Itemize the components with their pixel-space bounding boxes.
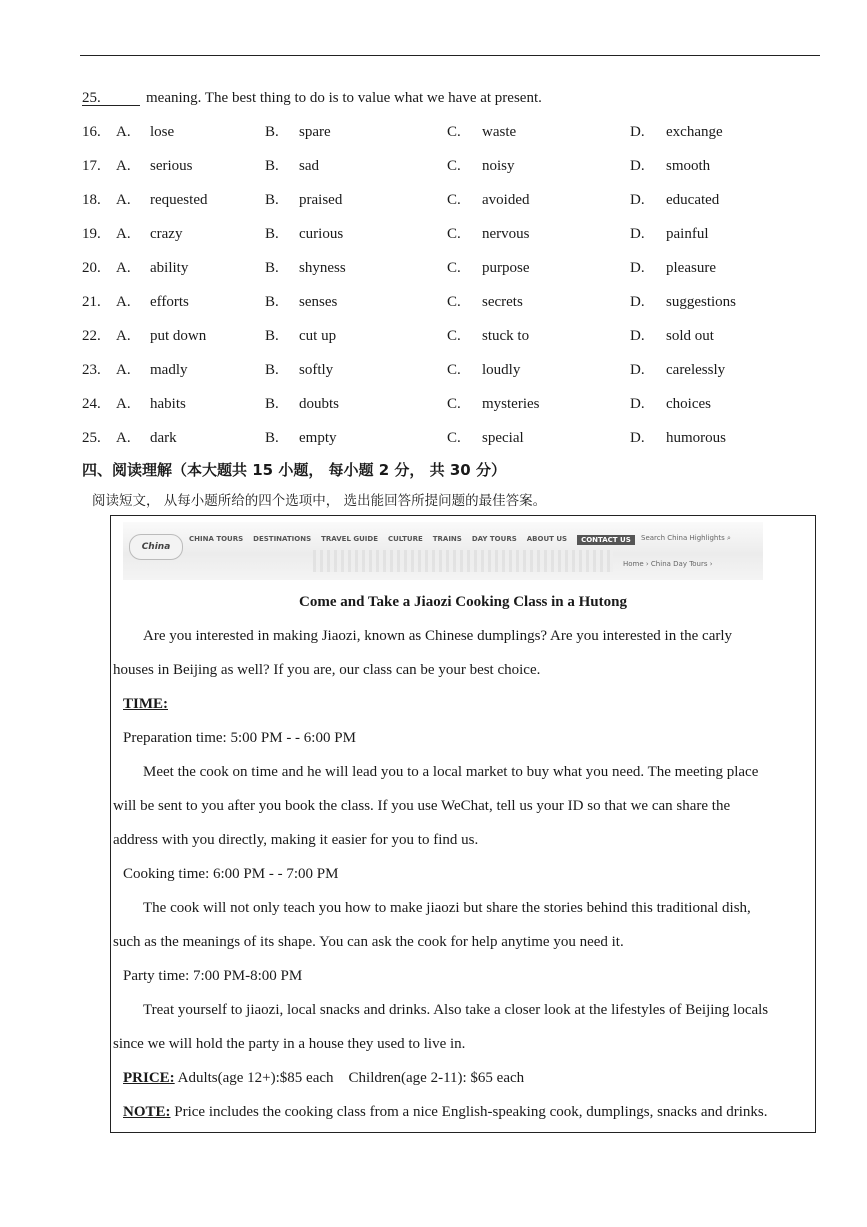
option-b: empty xyxy=(299,430,337,446)
note-line xyxy=(123,1104,823,1121)
question-number: 18. xyxy=(82,192,101,208)
nav-item[interactable]: TRAVEL GUIDE xyxy=(321,535,378,543)
option-a: requested xyxy=(150,192,208,208)
option-letter-a: A. xyxy=(116,260,131,276)
option-b: curious xyxy=(299,226,344,242)
option-letter-b: B. xyxy=(265,362,279,378)
option-row xyxy=(82,124,782,158)
time-heading-label: TIME: xyxy=(123,696,168,712)
option-d: humorous xyxy=(666,430,726,446)
option-row xyxy=(82,328,782,362)
question-number: 20. xyxy=(82,260,101,276)
article-box xyxy=(110,515,816,1133)
option-letter-c: C. xyxy=(447,124,461,140)
search-icon: ⌕ xyxy=(726,534,731,542)
website-banner xyxy=(123,522,763,580)
option-b: doubts xyxy=(299,396,340,412)
option-letter-d: D. xyxy=(630,328,645,344)
nav-item[interactable]: DAY TOURS xyxy=(471,535,517,543)
nav-item[interactable]: CONTACT US xyxy=(577,535,635,545)
option-letter-a: A. xyxy=(116,294,131,310)
option-letter-a: A. xyxy=(116,328,131,344)
question-number: 22. xyxy=(82,328,101,344)
option-d: pleasure xyxy=(666,260,716,276)
option-c: noisy xyxy=(482,158,515,174)
article-title: Come and Take a Jiaozi Cooking Class in a Hutong xyxy=(299,594,627,610)
option-c: stuck to xyxy=(482,328,530,344)
option-letter-b: B. xyxy=(265,430,279,446)
option-row xyxy=(82,362,782,396)
option-a: ability xyxy=(150,260,189,276)
question-number: 23. xyxy=(82,362,101,378)
site-logo: China xyxy=(129,534,183,560)
option-a: crazy xyxy=(150,226,183,242)
nav-item[interactable]: TRAINS xyxy=(432,535,462,543)
nav-item[interactable]: CHINA TOURS xyxy=(189,535,244,543)
search-label: Search China Highlights xyxy=(641,534,725,542)
option-list xyxy=(82,124,782,464)
cook-line-2: such as the meanings of its shape. You can ask the cook for help anytime you need it. xyxy=(113,934,624,950)
price-text: Adults(age 12+):$85 each Children(age 2-11): $65 each xyxy=(177,1070,525,1086)
blank-25 xyxy=(82,90,140,107)
option-row xyxy=(82,294,782,328)
option-letter-a: A. xyxy=(116,124,131,140)
option-letter-d: D. xyxy=(630,260,645,276)
option-row xyxy=(82,158,782,192)
nav-item[interactable]: DESTINATIONS xyxy=(253,535,312,543)
option-letter-d: D. xyxy=(630,226,645,242)
option-c: waste xyxy=(482,124,517,140)
nav-item[interactable]: ABOUT US xyxy=(526,535,568,543)
prep-line-1: Meet the cook on time and he will lead you to a local market to buy what you need. The meeting place xyxy=(143,764,759,780)
option-a: habits xyxy=(150,396,186,412)
time-heading xyxy=(123,696,823,713)
option-letter-b: B. xyxy=(265,226,279,242)
option-a: dark xyxy=(150,430,177,446)
option-letter-b: B. xyxy=(265,158,279,174)
option-d: exchange xyxy=(666,124,723,140)
option-letter-d: D. xyxy=(630,396,645,412)
banner-blurred-text xyxy=(313,550,613,572)
option-a: madly xyxy=(150,362,188,378)
option-letter-c: C. xyxy=(447,226,461,242)
header-rule xyxy=(80,55,820,56)
party-line-1: Treat yourself to jiaozi, local snacks and drinks. Also take a closer look at the lifestyles of Beijing locals xyxy=(143,1002,769,1018)
option-letter-d: D. xyxy=(630,294,645,310)
option-d: suggestions xyxy=(666,294,737,310)
option-letter-a: A. xyxy=(116,192,131,208)
blank-number: 25. xyxy=(82,90,101,106)
option-letter-a: A. xyxy=(116,430,131,446)
option-b: sad xyxy=(299,158,319,174)
question-number: 16. xyxy=(82,124,101,140)
option-letter-d: D. xyxy=(630,192,645,208)
question-number: 25. xyxy=(82,430,101,446)
instructions: 阅读短文， 从每小题所给的四个选项中， 选出能回答所提问题的最佳答案。 xyxy=(92,493,547,509)
prep-time: Preparation time: 5:00 PM - - 6:00 PM xyxy=(123,730,356,746)
option-a: lose xyxy=(150,124,175,140)
option-b: senses xyxy=(299,294,338,310)
option-c: secrets xyxy=(482,294,523,310)
option-a: efforts xyxy=(150,294,189,310)
option-letter-d: D. xyxy=(630,158,645,174)
option-letter-b: B. xyxy=(265,124,279,140)
option-letter-c: C. xyxy=(447,260,461,276)
option-d: educated xyxy=(666,192,720,208)
option-a: serious xyxy=(150,158,193,174)
option-row xyxy=(82,396,782,430)
cook-time: Cooking time: 6:00 PM - - 7:00 PM xyxy=(123,866,339,882)
note-label: NOTE: xyxy=(123,1104,171,1120)
option-letter-d: D. xyxy=(630,124,645,140)
option-d: carelessly xyxy=(666,362,726,378)
cook-line-1: The cook will not only teach you how to make jiaozi but share the stories behind this traditional dish, xyxy=(143,900,751,916)
option-letter-a: A. xyxy=(116,396,131,412)
option-b: praised xyxy=(299,192,343,208)
site-search xyxy=(641,534,731,543)
nav-item[interactable]: CULTURE xyxy=(387,535,423,543)
option-c: purpose xyxy=(482,260,530,276)
option-letter-c: C. xyxy=(447,396,461,412)
option-letter-c: C. xyxy=(447,158,461,174)
option-letter-c: C. xyxy=(447,192,461,208)
option-b: spare xyxy=(299,124,331,140)
option-letter-c: C. xyxy=(447,294,461,310)
option-c: avoided xyxy=(482,192,530,208)
option-letter-c: C. xyxy=(447,362,461,378)
prep-line-3: address with you directly, making it easier for you to find us. xyxy=(113,832,479,848)
breadcrumb: Home › China Day Tours › xyxy=(623,560,713,568)
intro-line-1: Are you interested in making Jiaozi, known as Chinese dumplings? Are you interested in the carly xyxy=(143,628,733,644)
note-text: Price includes the cooking class from a nice English-speaking cook, dumplings, snacks and drinks. xyxy=(174,1104,768,1120)
option-c: nervous xyxy=(482,226,530,242)
option-letter-d: D. xyxy=(630,362,645,378)
price-label: PRICE: xyxy=(123,1070,175,1086)
option-row xyxy=(82,260,782,294)
option-a: put down xyxy=(150,328,207,344)
price-line xyxy=(123,1070,823,1087)
option-b: cut up xyxy=(299,328,337,344)
option-d: smooth xyxy=(666,158,711,174)
intro-line-2: houses in Beijing as well? If you are, our class can be your best choice. xyxy=(113,662,541,678)
question-number: 21. xyxy=(82,294,101,310)
option-letter-b: B. xyxy=(265,192,279,208)
section-title: 四、阅读理解（本大题共 15 小题， 每小题 2 分， 共 30 分） xyxy=(82,461,506,479)
option-d: painful xyxy=(666,226,709,242)
option-letter-c: C. xyxy=(447,328,461,344)
question-number: 19. xyxy=(82,226,101,242)
option-row xyxy=(82,192,782,226)
option-letter-d: D. xyxy=(630,430,645,446)
question-number: 24. xyxy=(82,396,101,412)
option-letter-b: B. xyxy=(265,396,279,412)
option-c: mysteries xyxy=(482,396,540,412)
option-b: shyness xyxy=(299,260,346,276)
option-letter-b: B. xyxy=(265,260,279,276)
party-time: Party time: 7:00 PM-8:00 PM xyxy=(123,968,303,984)
cloze-text: meaning. The best thing to do is to value what we have at present. xyxy=(146,90,542,106)
option-c: loudly xyxy=(482,362,521,378)
option-d: sold out xyxy=(666,328,714,344)
option-letter-a: A. xyxy=(116,158,131,174)
prep-line-2: will be sent to you after you book the class. If you use WeChat, tell us your ID so that we can share the xyxy=(113,798,731,814)
option-b: softly xyxy=(299,362,334,378)
option-letter-a: A. xyxy=(116,362,131,378)
cloze-line-25 xyxy=(82,90,542,107)
option-c: special xyxy=(482,430,524,446)
question-number: 17. xyxy=(82,158,101,174)
option-d: choices xyxy=(666,396,711,412)
option-letter-b: B. xyxy=(265,294,279,310)
option-row xyxy=(82,226,782,260)
site-nav xyxy=(189,535,635,545)
option-letter-c: C. xyxy=(447,430,461,446)
option-letter-b: B. xyxy=(265,328,279,344)
party-line-2: since we will hold the party in a house they used to live in. xyxy=(113,1036,466,1052)
option-letter-a: A. xyxy=(116,226,131,242)
